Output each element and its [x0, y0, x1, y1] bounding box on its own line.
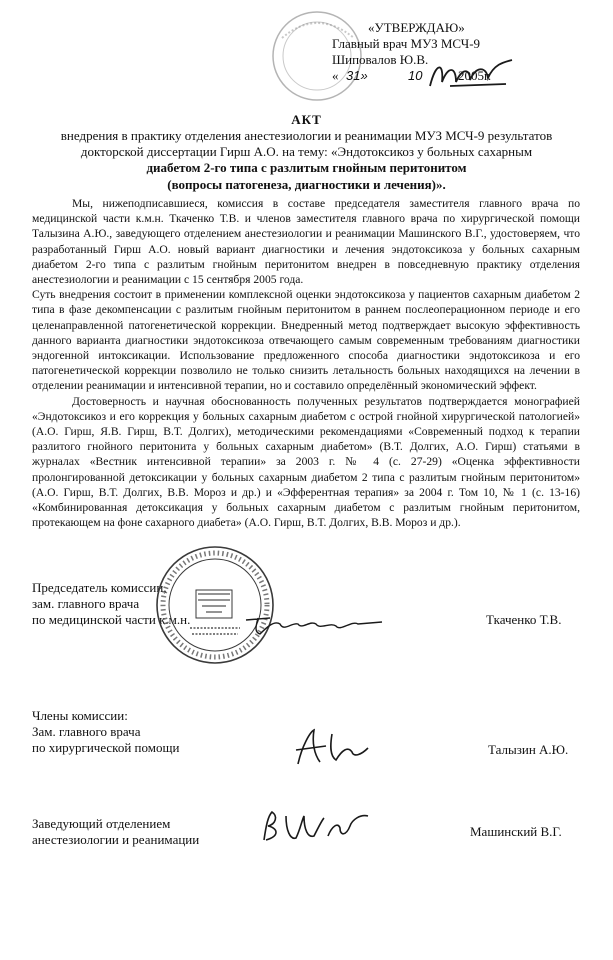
- act-title: АКТ: [291, 112, 322, 127]
- member1-line-1: Зам. главного врача: [32, 724, 141, 739]
- date-year: 2005г.: [458, 68, 492, 83]
- member2-signature: [256, 806, 376, 846]
- chair-line-2: зам. главного врача: [32, 596, 140, 611]
- chair-line-3: по медицинской части к.м.н.: [32, 612, 191, 627]
- approval-position: Главный врач МУЗ МСЧ-9: [332, 36, 481, 51]
- date-open-quote: «: [332, 68, 339, 83]
- member2-line-2: анестезиологии и реанимации: [32, 832, 200, 847]
- title-line-2-text: докторской диссертации Гирш А.О. на тему: «Эндотоксикоз у больных сахарным: [80, 144, 533, 159]
- member2-name: Машинский В.Г.: [470, 824, 562, 839]
- member1-line-2: по хирургической помощи: [32, 740, 180, 755]
- paragraph-commission: Мы, нижеподписавшиеся, комиссия в составе председателя заместителя главного врача по медицинской части к.м.н. Ткаченко Т.В. и членов заместителя главного врача по хирургической помощи Талызина А.Ю., заведующего отделением анестезиологии и реанимации Машинского В.Г., удостоверяем, что разработанный Гирш А.О. новый вариант диагностики и лечения эндотоксикоза у больных сахарным диабетом 2-го типа с разлитым гнойным перитонитом внедрен в повседневную практику отделения анестезиологии и реанимации с 15 сентября 2005 года.: [32, 197, 580, 287]
- member1-name: Талызин А.Ю.: [488, 742, 569, 757]
- date-day: 31»: [346, 68, 368, 83]
- members-block: [32, 708, 179, 756]
- title-line-2: [0, 144, 613, 160]
- member1-signature: [292, 724, 372, 770]
- title-line-4: (вопросы патогенеза, диагностики и лечения)».: [167, 177, 446, 192]
- title-line-3: диабетом 2-го типа с разлитым гнойным перитонитом: [146, 160, 467, 175]
- members-label: Члены комиссии:: [32, 708, 128, 723]
- paragraph-essence: Суть внедрения состоит в применении комплексной оценки эндотоксикоза у пациентов сахарным диабетом 2 типа в фазе декомпенсации с разлитым гнойным перитонитом в раннем послеоперационном периоде и его целенаправленной патогенетической коррекции. Внедренный метод подтверждает высокую эффективность данного варианта диагностики эндотоксикоза отвечающего самым современным требованиям диагностики эндогенной интоксикации. Использование предложенного способа диагностики эндотоксикоза и его патогенетической коррекции позволило не только снизить летальность больных находящихся на лечении в отделении реанимации и интенсивной терапии, но и составило определённый экономический эффект.: [32, 288, 580, 393]
- paragraph-reliability: Достоверность и научная обоснованность полученных результатов подтверждается монографией «Эндотоксикоз и его коррекция у больных сахарным диабетом с острой гнойной хирургической патологией» (А.О. Гирш, Я.В. Гирш, В.Т. Долгих), методическими рекомендациями «Современный подход к терапии разлитого гнойного перитонита у больных сахарным диабетом» (В.Т. Долгих, А.О. Гирш) статьями в журналах «Вестник интенсивной терапии» за 2003 г. № 4 (с. 27-29) «Оценка эффективности пролонгированной детоксикации у больных сахарным диабетом 2 типа с разлитым гнойным перитонитом» (А.О. Гирш, В.Т. Долгих, В.В. Мороз и др.) и «Эфферентная терапия» за 2004 г. Том 10, № 1 (с. 13-16) «Комбинированная детоксикация у больных сахарным диабетом с разлитым гнойным перитонитом, протекающем на фоне сахарного диабета» (А.О. Гирш, В.Т. Долгих, В.В. Мороз и др.).: [32, 394, 580, 530]
- chair-line-1: Председатель комиссии,: [32, 580, 167, 595]
- title-line-1: внедрения в практику отделения анестезиологии и реанимации МУЗ МСЧ-9 результатов: [60, 128, 553, 143]
- member2-position: [32, 816, 199, 848]
- chair-name: Ткаченко Т.В.: [486, 612, 562, 627]
- official-stamp: [154, 544, 276, 666]
- date-month: 10: [408, 68, 423, 83]
- approval-name: Шиповалов Ю.В.: [332, 52, 429, 67]
- approval-signature: [426, 56, 516, 96]
- approval-heading: «УТВЕРЖДАЮ»: [368, 20, 465, 35]
- chair-signature: [240, 606, 390, 640]
- act-body: [32, 196, 580, 530]
- member2-line-1: Заведующий отделением: [32, 816, 171, 831]
